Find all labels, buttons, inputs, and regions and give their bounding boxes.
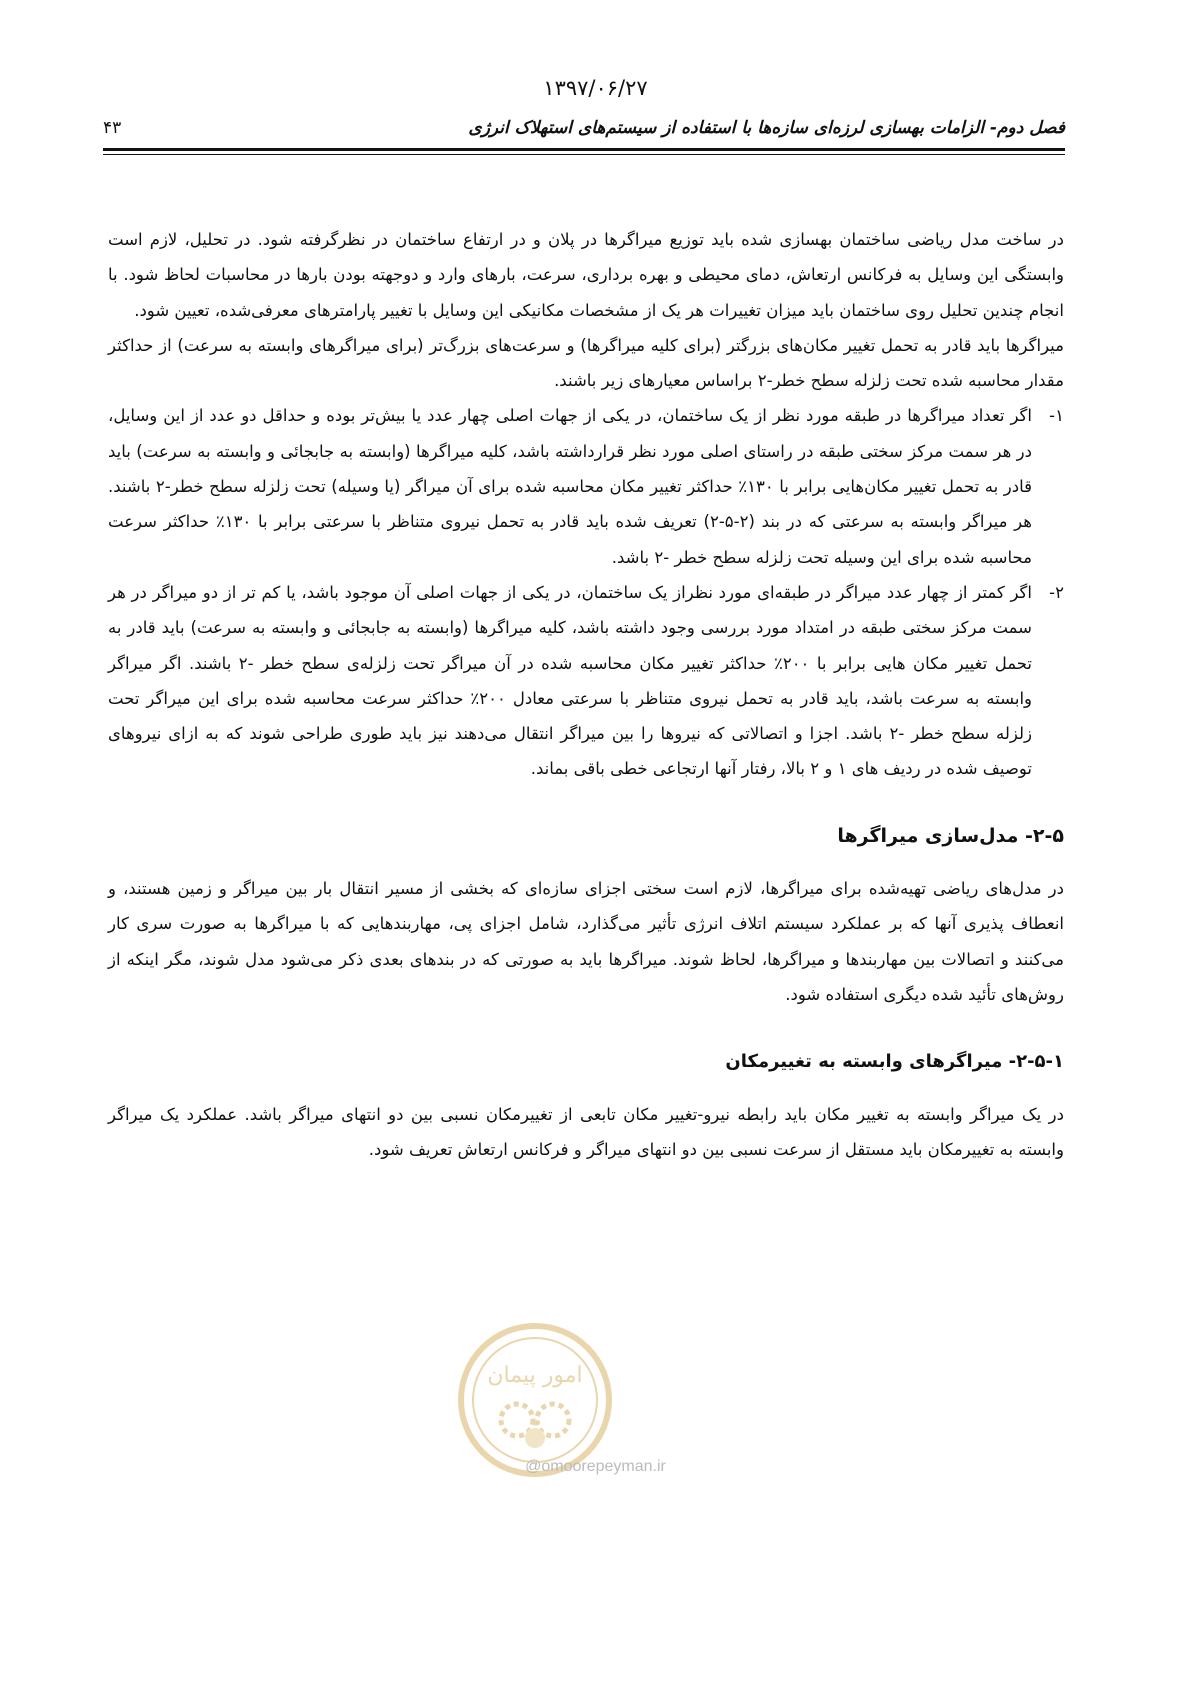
subsection-heading: ۲-۵-۱- میراگرهای وابسته به تغییرمکان — [725, 1051, 1064, 1073]
header-rule-thin — [103, 154, 1065, 155]
list-item-number: ۱- — [1049, 406, 1064, 426]
page-date: ۱۳۹۷/۰۶/۲۷ — [543, 76, 648, 100]
list-item-text: اگر تعداد میراگرها در طبقه مورد نظر از یک ساختمان، در یکی از جهات اصلی چهار عدد یا بیش‌تر بوده و حداقل دو عدد از این وسایل، در هر سمت مرکز سختی طبقه در راستای اصلی مورد نظر قرارداشته باشد، کلیه میراگرها (وابسته به جابجائی و وابسته به سرعت) باید قادر به تحمل تغییر مکان‌هایی برابر با ۱۳۰٪ حداکثر تغییر مکان محاسبه شده برای آن میراگر (یا وسیله) تحت زلزله سطح خطر-۲ باشند. هر میراگر وابسته به سرعتی که در بند (۲-۵-۲) تعریف شده باید قادر به تحمل نیروی متناظر با سرعتی برابر با ۱۳۰٪ حداکثر سرعت محاسبه شده برای این وسیله تحت زلزله سطح خطر -۲ باشد. — [108, 406, 1033, 567]
running-header — [103, 118, 1065, 138]
list-item-text: اگر کمتر از چهار عدد میراگر در طبقه‌ای مورد نظراز یک ساختمان، در یکی از جهات اصلی آن موجود باشد، یا کم تر از دو میراگر در هر سمت مرکز سختی طبقه در امتداد مورد بررسی وجود داشته باشد، کلیه میراگرها (وابسته به جابجائی و وابسته به سرعت) باید قادر به تحمل تغییر مکان هایی برابر با ۲۰۰٪ حداکثر تغییر مکان محاسبه شده در آن میراگر تحت زلزله‌ی سطح خطر -۲ باشند. اگر میراگر وابسته به سرعت باشد، باید قادر به تحمل نیروی متناظر با سرعتی معادل ۲۰۰٪ حداکثر سرعت محاسبه شده برای این میراگر تحت زلزله سطح خطر -۲ باشد. اجزا و اتصالاتی که نیروها را بین میراگر انتقال می‌دهند نیز باید طوری طراحی شوند که به ازای نیروهای توصیف شده در ردیف های ۱ و ۲ بالا، رفتار آنها ارتجاعی خطی باقی بماند. — [108, 582, 1033, 779]
paragraph-damper-modeling: در مدل‌های ریاضی تهیه‌شده برای میراگرها، لازم است سختی اجزای سازه‌ای که بخشی از مسیر انتقال بار بین میراگر و زمین هستند، و انعطاف پذیری آنها که بر عملکرد سیستم اتلاف انرژی تأثیر می‌گذارد، شامل اجزای پی، مهاربندهایی که با میراگرها به صورت سری کار می‌کنند و اتصالات بین مهاربندها و میراگرها، لحاظ شوند. میراگرها باید به صورتی که در بندهای بعدی ذکر می‌شود مدل شوند، مگر اینکه از روش‌های تأئید شده دیگری استفاده شود. — [108, 879, 1064, 1004]
paragraph-damper-capacity: میراگرها باید قادر به تحمل تغییر مکان‌های بزرگتر (برای کلیه میراگرها) و سرعت‌های بزرگ‌تر (برای میراگرهای وابسته به سرعت) از حداکثر مقدار محاسبه شده تحت زلزله سطح خطر-۲ براساس معیارهای زیر باشند. — [108, 335, 1064, 391]
paragraph-model-distribution: در ساخت مدل ریاضی ساختمان بهسازی شده باید توزیع میراگرها در پلان و در ارتفاع ساختمان در نظرگرفته شود. در تحلیل، لازم است وابستگی این وسایل به فرکانس ارتعاش، دمای محیطی و بهره برداری، سرعت، بارهای وارد و دوجهته بودن بارها در محاسبات لحاظ شود. با انجام چندین تحلیل روی ساختمان باید میزان تغییرات هر یک از مشخصات مکانیکی این وسایل با تغییر پارامترهای معرفی‌شده، تعیین شود. — [108, 230, 1064, 320]
criteria-list — [108, 398, 1064, 786]
paragraph-displacement-dependent: در یک میراگر وابسته به تغییر مکان باید رابطه نیرو-تغییر مکان تابعی از تغییرمکان نسبی بین دو انتهای میراگر باشد. عملکرد یک میراگر وابسته به تغییرمکان باید مستقل از سرعت نسبی بین دو انتهای میراگر و فرکانس ارتعاش تعریف شود. — [108, 1104, 1064, 1159]
page-number: ۴۳ — [103, 118, 122, 138]
chapter-title: فصل دوم- الزامات بهسازی لرزه‌ای سازه‌ها با استفاده از سیستم‌های استهلاک انرژی — [468, 118, 1065, 138]
list-item-number: ۲- — [1049, 582, 1064, 602]
list-item — [108, 398, 1064, 574]
list-item — [108, 575, 1064, 787]
section-heading: ۲-۵- مدل‌سازی میراگرها — [837, 824, 1064, 847]
header-rule-thick — [103, 148, 1065, 151]
stamp-logo — [455, 1320, 615, 1480]
stamp-text: امور پیمان — [487, 1363, 583, 1388]
page-body — [108, 222, 1064, 1167]
watermark-handle: @omoorepeyman.ir — [525, 1458, 666, 1475]
